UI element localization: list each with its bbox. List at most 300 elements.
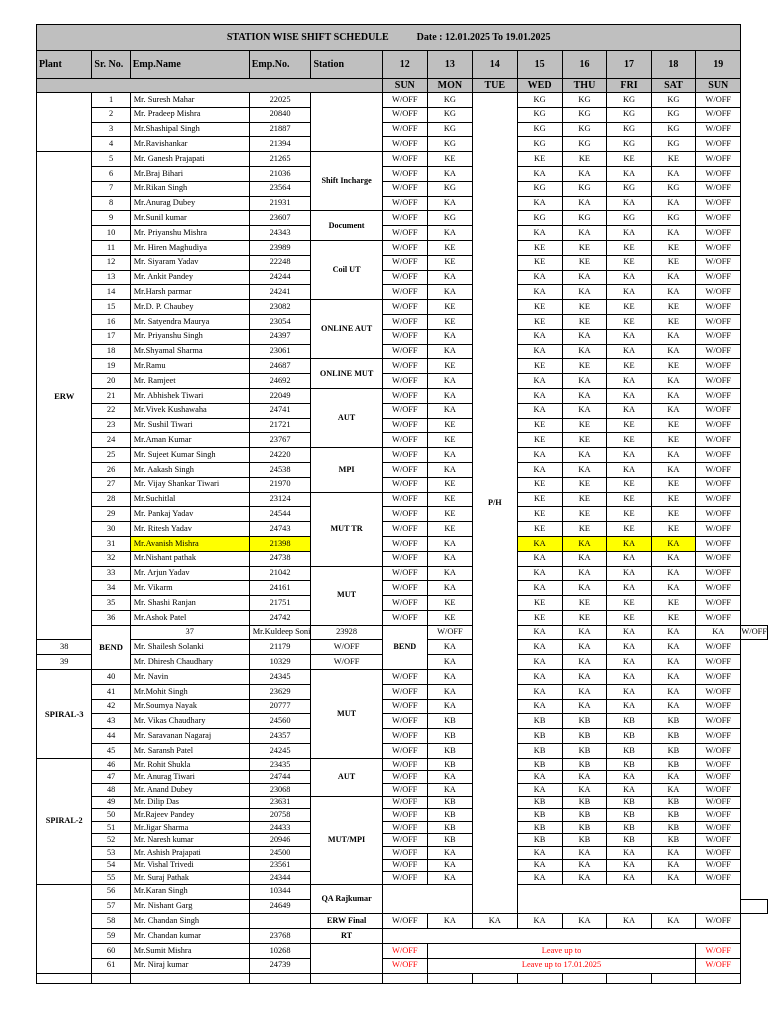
emp-name-cell: Mr. Anurag Tiwari [130,771,249,784]
shift-cell: KE [607,492,651,507]
shift-cell: KA [427,872,472,885]
shift-cell: KA [607,655,651,670]
emp-name-cell: Mr.Soumya Nayak [130,699,249,714]
shift-cell: W/OFF [696,462,741,477]
shift-cell: W/OFF [696,536,741,551]
shift-cell: KB [517,796,562,809]
emp-name-cell: Mr.Mohit Singh [130,684,249,699]
shift-cell: KA [651,374,695,389]
shift-cell: W/OFF [696,821,741,834]
shift-cell: KA [427,914,472,929]
shift-cell: KA [607,699,651,714]
shift-cell: KA [427,403,472,418]
emp-name-cell: Mr. Anand Dubey [130,784,249,797]
shift-cell: KE [427,418,472,433]
shift-cell: KA [427,847,472,860]
shift-cell: KA [607,784,651,797]
shift-cell: KA [607,872,651,885]
table-row [37,847,768,860]
table-row [37,566,768,581]
shift-cell: KB [562,796,607,809]
shift-cell: W/OFF [696,796,741,809]
shift-cell: KA [427,448,472,463]
shift-cell: KA [562,196,607,211]
shift-cell: KA [562,462,607,477]
emp-no-cell: 24692 [249,374,311,389]
shift-cell: KB [517,714,562,729]
sr-no-cell: 39 [37,655,92,670]
shift-cell: W/OFF [382,536,427,551]
shift-cell: KA [517,684,562,699]
plant-cell [37,93,92,152]
table-row [37,914,768,929]
shift-cell: KE [562,314,607,329]
sr-no-cell: 33 [92,566,130,581]
shift-cell: KB [651,796,695,809]
shift-cell: KA [427,859,472,872]
shift-cell: KA [562,872,607,885]
shift-cell: W/OFF [696,433,741,448]
shift-cell: KB [562,809,607,822]
header-day: WED [517,79,562,93]
emp-no-cell: 23564 [249,181,311,196]
sr-no-cell: 53 [92,847,130,860]
sr-no-cell: 44 [92,729,130,744]
shift-cell: KA [517,403,562,418]
shift-cell: KA [562,388,607,403]
leave-note-cell: Leave up to [427,943,695,958]
emp-no-cell: 24245 [249,744,311,759]
shift-cell: KG [427,211,472,226]
sr-no-cell: 17 [92,329,130,344]
emp-name-cell: Mr.Ashok Patel [130,610,249,625]
shift-cell: KA [651,344,695,359]
sr-no-cell: 18 [92,344,130,359]
shift-cell: KA [562,285,607,300]
emp-no-cell: 24244 [249,270,311,285]
shift-cell: KE [651,433,695,448]
shift-cell: W/OFF [696,758,741,771]
shift-cell: KE [651,477,695,492]
shift-cell: W/OFF [382,107,427,122]
emp-no-cell: 23928 [311,625,382,640]
table-row [37,522,768,537]
sr-no-cell: 49 [92,796,130,809]
emp-no-cell: 24742 [249,610,311,625]
station-cell: Coil UT [311,240,382,299]
shift-schedule-table [36,24,768,984]
emp-name-cell: Mr. Shailesh Solanki [130,640,249,655]
shift-cell: KG [607,107,651,122]
emp-name-cell: Mr. Nishant Garg [130,899,249,914]
shift-cell: KE [427,610,472,625]
shift-cell: KA [517,914,562,929]
station-cell [311,93,382,152]
shift-cell: KG [562,211,607,226]
shift-cell: W/OFF [696,359,741,374]
shift-cell: KG [607,122,651,137]
emp-no-cell: 23124 [249,492,311,507]
sr-no-cell: 32 [92,551,130,566]
emp-no-cell: 10329 [249,655,311,670]
shift-cell: KG [607,137,651,152]
shift-cell: KB [651,834,695,847]
table-row [37,507,768,522]
shift-cell: KE [607,433,651,448]
shift-cell: W/OFF [696,914,741,929]
shift-cell: W/OFF [696,448,741,463]
emp-no-cell: 22248 [249,255,311,270]
shift-cell: KG [517,93,562,108]
sr-no-cell: 58 [92,914,130,929]
table-row [37,137,768,152]
title-label: STATION WISE SHIFT SCHEDULE [226,31,389,43]
shift-cell: KE [651,596,695,611]
shift-cell: W/OFF [382,300,427,315]
shift-cell: W/OFF [696,655,741,670]
blank-cell [37,973,92,983]
shift-cell: KA [607,771,651,784]
shift-cell: KB [607,796,651,809]
header-day: SUN [382,79,427,93]
shift-cell: W/OFF [382,872,427,885]
emp-name-cell: Mr. Dhiresh Chaudhary [130,655,249,670]
shift-cell: KG [517,122,562,137]
emp-name-cell: Mr. Arjun Yadav [130,566,249,581]
shift-cell: W/OFF [382,784,427,797]
shift-cell: KE [562,596,607,611]
shift-cell: W/OFF [382,847,427,860]
shift-cell: KB [607,834,651,847]
shift-cell: KA [427,536,472,551]
shift-cell: KE [607,152,651,167]
emp-name-cell: Mr.Aman Kumar [130,433,249,448]
emp-name-cell: Mr. Sushil Tiwari [130,418,249,433]
blank-cell [311,973,382,983]
shift-cell: KA [651,285,695,300]
shift-cell: KA [517,196,562,211]
shift-cell: KA [517,699,562,714]
sr-no-cell: 60 [92,943,130,958]
shift-cell: KA [517,771,562,784]
shift-cell: W/OFF [382,581,427,596]
sr-no-cell: 50 [92,809,130,822]
table-row [37,958,768,973]
shift-cell: KB [517,809,562,822]
emp-no-cell: 24560 [249,714,311,729]
shift-cell: KE [427,152,472,167]
table-row [37,433,768,448]
shift-cell: KE [651,152,695,167]
shift-cell: W/OFF [382,344,427,359]
shift-cell: KA [517,329,562,344]
table-row [37,93,768,108]
header-day: SUN [696,79,741,93]
emp-no-cell: 20946 [249,834,311,847]
shift-cell: KE [651,522,695,537]
shift-cell: KA [562,374,607,389]
sr-no-cell: 47 [92,771,130,784]
shift-cell: KG [562,107,607,122]
shift-cell: W/OFF [382,285,427,300]
emp-no-cell: 24687 [249,359,311,374]
sr-no-cell: 8 [92,196,130,211]
shift-cell: W/OFF [696,418,741,433]
table-row [37,270,768,285]
shift-cell: W/OFF [382,507,427,522]
shift-cell: W/OFF [427,625,472,640]
shift-cell: W/OFF [696,522,741,537]
shift-cell: KE [562,522,607,537]
emp-name-cell: Mr. Chandan kumar [130,929,249,944]
table-row [37,929,768,944]
shift-cell: KE [562,240,607,255]
emp-name-cell: Mr. Priyanshu Singh [130,329,249,344]
shift-cell: KA [651,847,695,860]
sr-no-cell: 22 [92,403,130,418]
sr-no-cell: 37 [130,625,249,640]
shift-cell: KA [427,196,472,211]
sr-no-cell: 31 [92,536,130,551]
shift-cell: KE [607,255,651,270]
emp-no-cell: 23607 [249,211,311,226]
shift-cell: KA [562,784,607,797]
table-row [37,374,768,389]
station-cell [311,943,382,973]
shift-cell: KA [651,640,695,655]
emp-no-cell: 21887 [249,122,311,137]
shift-cell: KE [607,359,651,374]
shift-cell: KA [607,344,651,359]
sr-no-cell: 9 [92,211,130,226]
sr-no-cell: 48 [92,784,130,797]
shift-cell: KB [607,821,651,834]
shift-cell: KE [651,507,695,522]
shift-cell: KA [562,581,607,596]
shift-cell: KA [427,462,472,477]
emp-no-cell: 23061 [249,344,311,359]
shift-cell: KB [517,834,562,847]
emp-name-cell: Mr.Harsh parmar [130,285,249,300]
sr-no-cell: 61 [92,958,130,973]
shift-cell: W/OFF [382,211,427,226]
shift-cell: KE [517,596,562,611]
shift-cell: KA [517,784,562,797]
shift-cell: KA [651,536,695,551]
sr-no-cell: 15 [92,300,130,315]
emp-name-cell: Mr. Niraj kumar [130,958,249,973]
table-row [37,403,768,418]
emp-name-cell: Mr.Suchitlal [130,492,249,507]
shift-cell: KA [427,655,472,670]
emp-name-cell: Mr.Nishant pathak [130,551,249,566]
shift-cell: KA [607,462,651,477]
emp-no-cell: 23768 [249,929,311,944]
shift-cell: W/OFF [696,211,741,226]
shift-cell: KA [607,536,651,551]
shift-cell: W/OFF [382,821,427,834]
shift-cell: W/OFF [382,834,427,847]
shift-cell: W/OFF [382,93,427,108]
shift-cell: KA [517,581,562,596]
shift-cell: KA [517,536,562,551]
shift-cell: KA [651,655,695,670]
shift-cell: KA [427,566,472,581]
shift-cell: KA [427,699,472,714]
emp-no-cell: 24345 [249,670,311,685]
shift-cell: W/OFF [382,314,427,329]
shift-cell: KA [651,448,695,463]
shift-cell: KE [517,507,562,522]
emp-no-cell: 24743 [249,522,311,537]
shift-cell: KB [562,758,607,771]
emp-no-cell: 21036 [249,166,311,181]
sr-no-cell: 11 [92,240,130,255]
header-date: 14 [472,51,517,79]
plant-cell: BEND [92,625,130,669]
emp-name-cell: Mr. Chandan Singh [130,914,249,929]
table-row [37,859,768,872]
shift-cell: KE [427,240,472,255]
shift-cell: W/OFF [696,507,741,522]
shift-cell: KG [517,107,562,122]
shift-cell: W/OFF [382,448,427,463]
shift-cell: KA [427,270,472,285]
sr-no-cell: 56 [92,884,130,899]
shift-cell: KB [651,744,695,759]
shift-cell: W/OFF [696,314,741,329]
emp-no-cell: 24220 [249,448,311,463]
emp-no-cell: 24343 [249,226,311,241]
emp-no-cell: 23561 [249,859,311,872]
shift-cell: KE [517,255,562,270]
shift-cell: KE [651,610,695,625]
emp-no-cell: 24357 [249,729,311,744]
shift-cell: KA [427,226,472,241]
emp-no-cell: 22025 [249,93,311,108]
emp-no-cell: 24433 [249,821,311,834]
table-row [37,714,768,729]
shift-cell: KA [651,551,695,566]
shift-cell: KE [517,492,562,507]
emp-name-cell: Mr.Kuldeep Soni [249,625,311,640]
station-cell: Document [311,211,382,241]
table-row [37,122,768,137]
shift-cell: KB [427,834,472,847]
shift-cell: W/OFF [696,344,741,359]
shift-cell: KE [517,300,562,315]
shift-cell: KA [517,859,562,872]
sr-no-cell: 13 [92,270,130,285]
blank-cell [517,973,562,983]
shift-cell: KA [562,566,607,581]
sr-no-cell: 45 [92,744,130,759]
blank-cell [472,973,517,983]
emp-name-cell: Mr. Pradeep Mishra [130,107,249,122]
shift-cell: W/OFF [382,699,427,714]
shift-cell: KE [607,507,651,522]
shift-cell: KG [427,181,472,196]
header-date: 12 [382,51,427,79]
emp-name-cell: Mr. Suraj Pathak [130,872,249,885]
blank-cell [130,973,249,983]
sr-no-cell: 23 [92,418,130,433]
emp-no-cell: 20840 [249,107,311,122]
sr-no-cell: 28 [92,492,130,507]
station-cell: ONLINE MUT [311,359,382,389]
shift-cell: W/OFF [382,809,427,822]
shift-cell: KB [607,809,651,822]
emp-name-cell: Mr.Avanish Mishra [130,536,249,551]
emp-name-cell: Mr. Siyaram Yadav [130,255,249,270]
shift-cell: KE [562,300,607,315]
shift-cell: KA [517,872,562,885]
emp-no-cell: 10268 [249,943,311,958]
emp-name-cell: Mr.Rikan Singh [130,181,249,196]
emp-name-cell: Mr. Navin [130,670,249,685]
shift-cell: W/OFF [696,943,741,958]
shift-cell: KA [562,403,607,418]
emp-name-cell: Mr.Jigar Sharma [130,821,249,834]
shift-cell: KA [607,226,651,241]
shift-cell: KG [427,107,472,122]
shift-cell: W/OFF [382,181,427,196]
shift-cell: KG [607,211,651,226]
shift-cell: KE [607,240,651,255]
title-row [37,25,768,51]
shift-cell: W/OFF [382,418,427,433]
shift-cell: KA [651,226,695,241]
emp-name-cell: Mr.Karan Singh [130,884,249,899]
sr-no-cell: 34 [92,581,130,596]
emp-name-cell: Mr. Saransh Patel [130,744,249,759]
shift-cell: KA [607,374,651,389]
table-row [37,285,768,300]
shift-cell: KA [517,625,562,640]
blank-cell [92,973,130,983]
header-station: Station [311,51,382,79]
shift-cell: W/OFF [382,914,427,929]
shift-cell: W/OFF [382,729,427,744]
shift-cell: KA [651,625,695,640]
sr-no-cell: 10 [92,226,130,241]
emp-no-cell: 23629 [249,684,311,699]
sr-no-cell: 24 [92,433,130,448]
shift-cell: KE [562,507,607,522]
shift-cell: KA [562,270,607,285]
table-row [37,625,768,640]
shift-cell: W/OFF [696,729,741,744]
emp-name-cell: Mr. Sujeet Kumar Singh [130,448,249,463]
sr-no-cell: 26 [92,462,130,477]
shift-cell: KA [607,914,651,929]
shift-cell: KE [562,433,607,448]
shift-cell: W/OFF [696,809,741,822]
shift-cell: KG [427,93,472,108]
sr-no-cell: 3 [92,122,130,137]
header-plant: Plant [37,51,92,79]
table-row [37,388,768,403]
plant-cell: ERW [37,152,92,640]
station-cell: ERW Final [311,914,382,929]
emp-name-cell: Mr. Pankaj Yadav [130,507,249,522]
shift-cell: KG [651,181,695,196]
shift-blank-cell [382,884,741,914]
shift-cell: W/OFF [382,566,427,581]
emp-no-cell: 23989 [249,240,311,255]
shift-cell: KE [427,314,472,329]
sr-no-cell: 16 [92,314,130,329]
